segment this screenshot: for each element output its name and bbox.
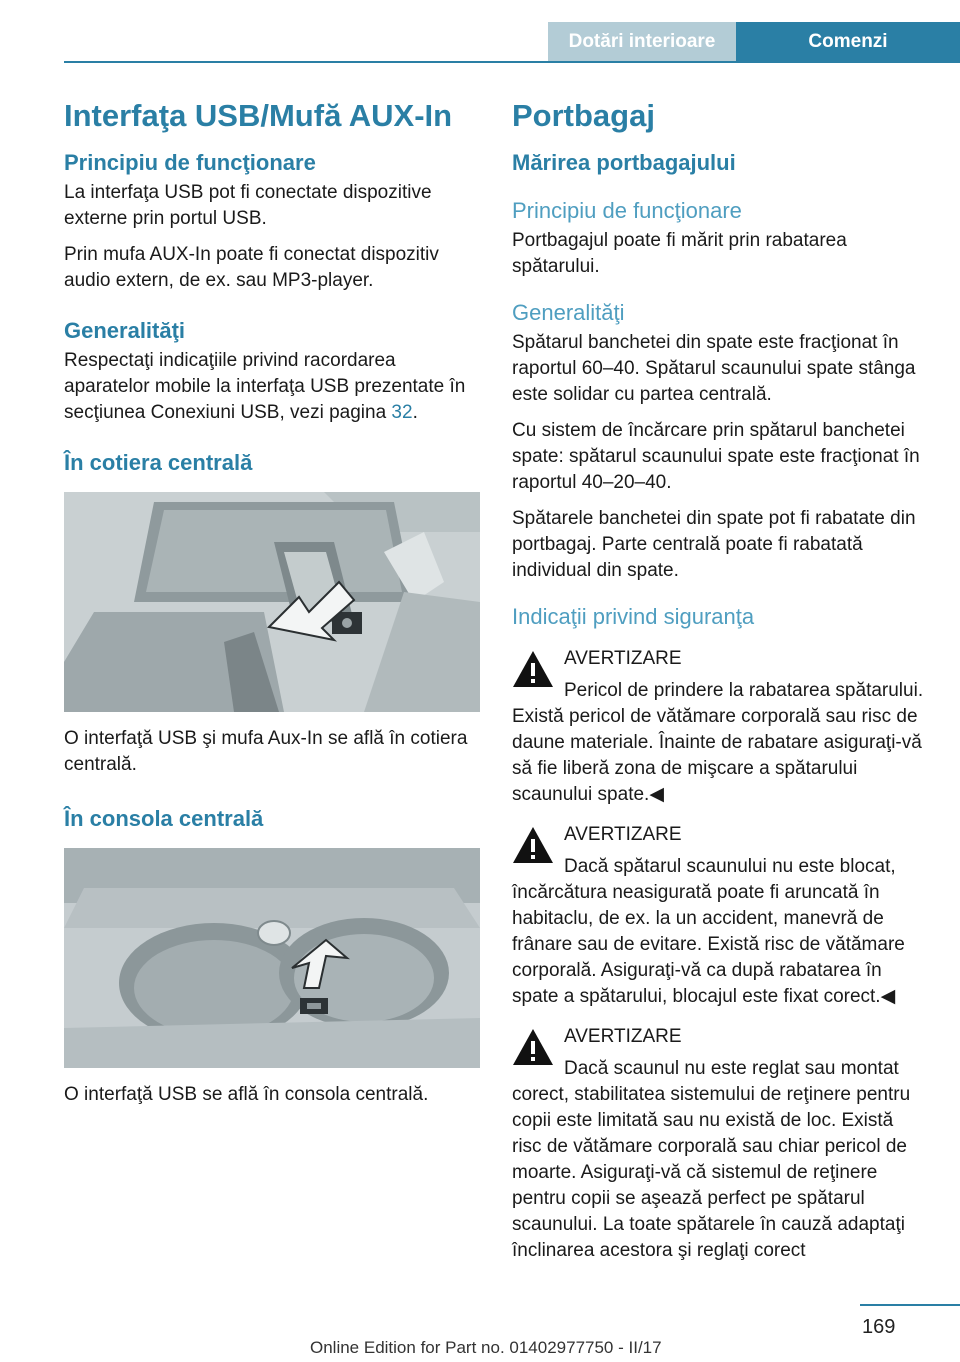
right-column (512, 96, 926, 1274)
paragraph: Portbagajul poate fi mărit prin rabatarea spătarului. (512, 230, 847, 277)
photo-armrest-usb (64, 492, 480, 712)
warning-text: Dacă scaunul nu este reglat sau montat corect, stabilitatea sistemului de reţinere pentru copii este limitată sau nu există de loc. Există risc de vătămare corporală sau chiar pericol de moarte. Asiguraţi-vă că sistemul de reţinere pentru copii se aşează perfect pe spătarul scaunului. La toate spătarele în cauză adaptaţi înclinarea acestora şi reglaţi corect (512, 1058, 911, 1261)
warning-text: Dacă spătarul scaunului nu este blocat, încărcătura neasigurată poate fi aruncată în habitaclu, de ex. la un accident, manevră de frânare sau de evitare. Există risc de vătămare corporală. Asiguraţi-vă ca după rabatarea în spate a spătarului, blocajul este fixat corect.◀ (512, 856, 905, 1007)
paragraph: Respectaţi indicaţiile privind racordarea aparatelor mobile la interfaţa USB prezentate în secţiunea Conexiuni USB, vezi pagina 32. (64, 350, 466, 423)
photo-console-usb (64, 848, 480, 1068)
heading-safety: Indicaţii privind siguranţa (512, 604, 755, 629)
section-title-usb: Interfaţa USB/Mufă AUX-In (64, 98, 453, 133)
heading-principle: Principiu de funcţionare (512, 198, 742, 223)
warning-label: AVERTIZARE (564, 824, 682, 845)
warning-label: AVERTIZARE (564, 1026, 682, 1047)
heading-enlarge-trunk: Mărirea portbagajului (512, 150, 736, 175)
warning-block (512, 822, 926, 1010)
page-link[interactable]: 32 (391, 402, 413, 423)
warning-label: AVERTIZARE (564, 648, 682, 669)
edition-footer: Online Edition for Part no. 01402977750 - II/17 (310, 1338, 662, 1357)
warning-triangle-icon (512, 650, 554, 688)
paragraph: Spătarul banchetei din spate este fracţionat în raportul 60–40. Spătarul scaunului spate stânga este solidar cu partea centrală. (512, 332, 916, 405)
warning-block (512, 1024, 926, 1264)
footer-divider (860, 1304, 960, 1306)
paragraph: La interfaţa USB pot fi conectate dispozitive externe prin portul USB. (64, 182, 432, 229)
heading-console: În consola centrală (64, 806, 264, 831)
paragraph: Spătarele banchetei din spate pot fi rabatate din portbagaj. Parte centrală poate fi rabatată individual din spate. (512, 508, 916, 581)
heading-general: Generalităţi (64, 318, 186, 343)
paragraph: Prin mufa AUX-In poate fi conectat dispozitiv audio extern, de ex. sau MP3-player. (64, 244, 439, 291)
warning-block (512, 646, 926, 808)
paragraph: Cu sistem de încărcare prin spătarul banchetei spate: spătarul scaunului spate este fracţionat în raportul 40–20–40. (512, 420, 920, 493)
warning-triangle-icon (512, 826, 554, 864)
heading-armrest: În cotiera centrală (64, 450, 253, 475)
page-number: 169 (862, 1316, 896, 1338)
tab-comenzi[interactable]: Comenzi (736, 22, 960, 62)
heading-principle: Principiu de funcţionare (64, 150, 316, 175)
caption: O interfaţă USB se află în consola centrală. (64, 1084, 429, 1105)
header-divider (64, 61, 960, 63)
heading-general: Generalităţi (512, 300, 625, 325)
warning-text: Pericol de prindere la rabatarea spătarului. Există pericol de vătămare corporală sau risc de daune materiale. Înainte de rabatare asiguraţi-vă să fie liberă zona de mişcare a spătarului scaunului spate.◀ (512, 680, 924, 805)
page-header (0, 0, 960, 62)
caption: O interfaţă USB şi mufa Aux-In se află în cotiera centrală. (64, 728, 468, 775)
tab-dotari-interioare[interactable]: Dotări interioare (548, 22, 736, 62)
left-column (64, 96, 480, 1118)
warning-triangle-icon (512, 1028, 554, 1066)
section-title-trunk: Portbagaj (512, 98, 655, 133)
